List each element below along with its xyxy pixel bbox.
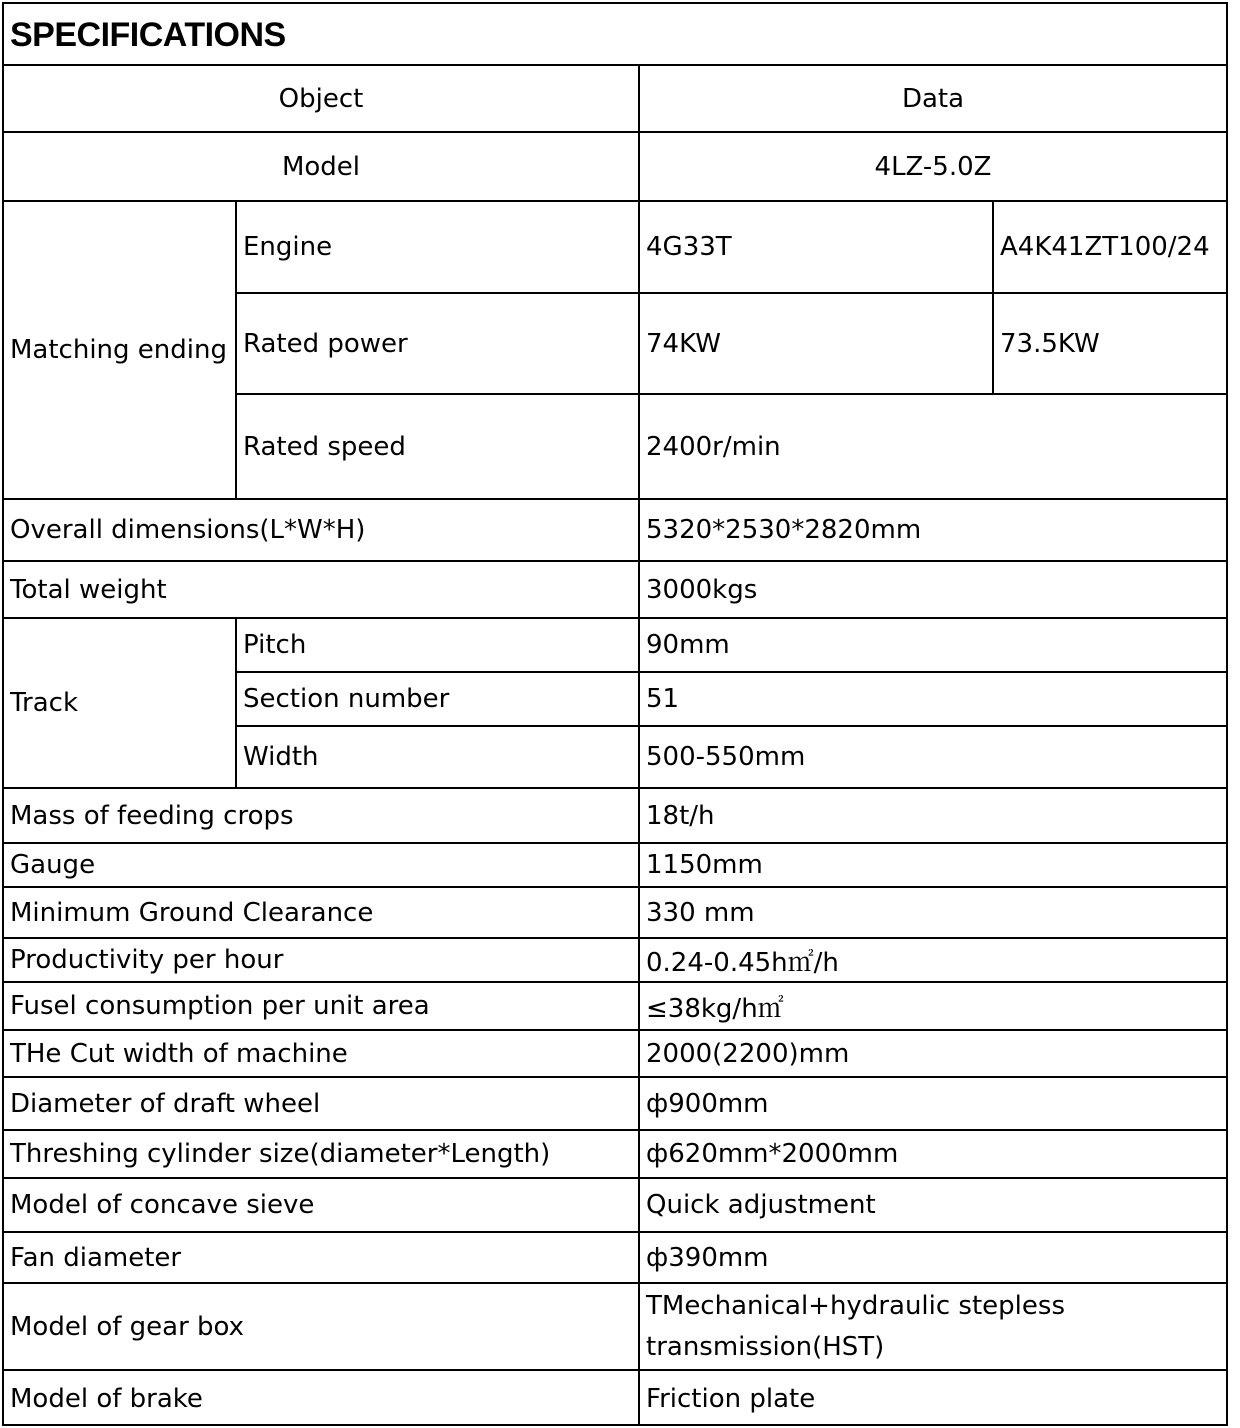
header-row	[4, 66, 1226, 132]
row-value: ф390mm	[639, 1232, 1226, 1283]
table-row	[4, 1283, 1226, 1370]
row-value: 4LZ-5.0Z	[639, 132, 1226, 201]
row-label: Model of gear box	[4, 1283, 639, 1370]
spec-sheet	[2, 2, 1228, 1426]
row-label: Section number	[236, 672, 639, 726]
table-row	[4, 618, 1226, 672]
row-label: Total weight	[4, 561, 639, 618]
row-value: TMechanical+hydraulic stepless transmission(HST)	[639, 1283, 1226, 1370]
row-label: Gauge	[4, 843, 639, 887]
table-row	[4, 938, 1226, 982]
row-label: Threshing cylinder size(diameter*Length)	[4, 1130, 639, 1178]
page-title: SPECIFICATIONS	[4, 4, 1226, 66]
table-row	[4, 1178, 1226, 1232]
row-value: ≤38kg/h㎡	[639, 982, 1226, 1030]
row-label: Pitch	[236, 618, 639, 672]
row-value: 2000(2200)mm	[639, 1030, 1226, 1077]
row-label: Overall dimensions(L*W*H)	[4, 499, 639, 561]
row-value: 330 mm	[639, 887, 1226, 938]
row-label: Rated power	[236, 293, 639, 394]
row-label: Diameter of draft wheel	[4, 1077, 639, 1130]
table-row	[4, 132, 1226, 201]
row-value: 18t/h	[639, 788, 1226, 843]
row-label: Model	[4, 132, 639, 201]
row-value: 4G33T	[639, 201, 993, 293]
row-value: 1150mm	[639, 843, 1226, 887]
table-row	[4, 1370, 1226, 1426]
header-object: Object	[4, 66, 639, 132]
row-value: Quick adjustment	[639, 1178, 1226, 1232]
row-value: 3000kgs	[639, 561, 1226, 618]
row-value: Friction plate	[639, 1370, 1226, 1426]
row-label: Width	[236, 726, 639, 788]
row-label: Productivity per hour	[4, 938, 639, 982]
table-row	[4, 499, 1226, 561]
table-row	[4, 1077, 1226, 1130]
table-row	[4, 788, 1226, 843]
row-label: Engine	[236, 201, 639, 293]
row-value: 90mm	[639, 618, 1226, 672]
table-row	[4, 887, 1226, 938]
table-row	[4, 561, 1226, 618]
spec-table	[4, 66, 1226, 1426]
row-value: 5320*2530*2820mm	[639, 499, 1226, 561]
row-label: Minimum Ground Clearance	[4, 887, 639, 938]
row-label: Fusel consumption per unit area	[4, 982, 639, 1030]
group-label-track: Track	[4, 618, 236, 788]
table-row	[4, 201, 1226, 293]
row-value: 500-550mm	[639, 726, 1226, 788]
table-row	[4, 1030, 1226, 1077]
header-data: Data	[639, 66, 1226, 132]
row-value: A4K41ZT100/24	[993, 201, 1226, 293]
row-value: ф900mm	[639, 1077, 1226, 1130]
row-label: Model of brake	[4, 1370, 639, 1426]
row-label: Model of concave sieve	[4, 1178, 639, 1232]
row-value: 0.24-0.45h㎡/h	[639, 938, 1226, 982]
table-row	[4, 1130, 1226, 1178]
table-row	[4, 843, 1226, 887]
row-value: 74KW	[639, 293, 993, 394]
table-row	[4, 1232, 1226, 1283]
row-value: 2400r/min	[639, 394, 1226, 499]
table-row	[4, 982, 1226, 1030]
row-value: 51	[639, 672, 1226, 726]
row-label: THe Cut width of machine	[4, 1030, 639, 1077]
row-label: Rated speed	[236, 394, 639, 499]
group-label-matching: Matching ending	[4, 201, 236, 499]
row-label: Mass of feeding crops	[4, 788, 639, 843]
row-label: Fan diameter	[4, 1232, 639, 1283]
row-value: ф620mm*2000mm	[639, 1130, 1226, 1178]
row-value: 73.5KW	[993, 293, 1226, 394]
